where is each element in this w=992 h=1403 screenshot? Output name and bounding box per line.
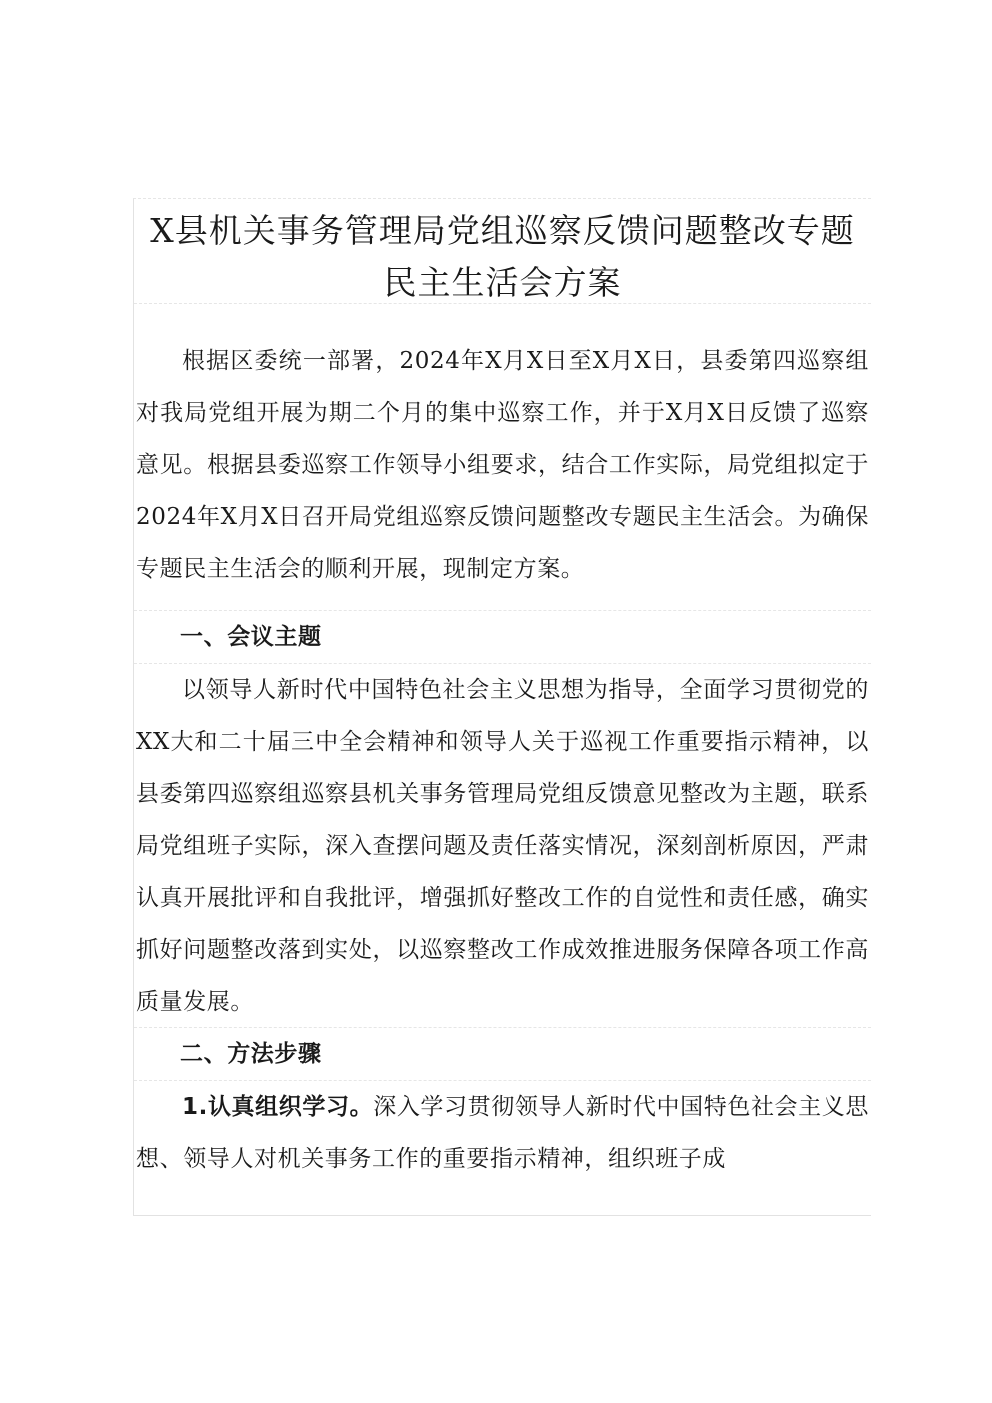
document-body — [133, 198, 871, 1216]
section-heading-theme: 一、会议主题 — [134, 611, 871, 664]
intro-paragraph: 根据区委统一部署，2024年X月X日至X月X日，县委第四巡察组对我局党组开展为期二个月的集中巡察工作，并于X月X日反馈了巡察意见。根据县委巡察工作领导小组要求，结合工作实际，局党组拟定于2024年X月X日召开局党组巡察反馈问题整改专题民主生活会。为确保专题民主生活会的顺利开展，现制定方案。 — [134, 304, 871, 611]
section-heading-steps: 二、方法步骤 — [134, 1028, 871, 1081]
document-title: X县机关事务管理局党组巡察反馈问题整改专题民主生活会方案 — [134, 199, 871, 304]
step-1-body: 深入学习贯彻领导人新时代中国特色社会主义思想、领导人对机关事务工作的重要指示精神，组织班子成 — [136, 1094, 869, 1172]
theme-paragraph: 以领导人新时代中国特色社会主义思想为指导，全面学习贯彻党的XX大和二十届三中全会精神和领导人关于巡视工作重要指示精神，以县委第四巡察组巡察县机关事务管理局党组反馈意见整改为主题，联系局党组班子实际，深入查摆问题及责任落实情况，深刻剖析原因，严肃认真开展批评和自我批评，增强抓好整改工作的自觉性和责任感，确实抓好问题整改落到实处，以巡察整改工作成效推进服务保障各项工作高质量发展。 — [134, 664, 871, 1028]
step-1-lead: 1.认真组织学习。 — [182, 1094, 374, 1120]
step-1-paragraph — [134, 1081, 871, 1185]
